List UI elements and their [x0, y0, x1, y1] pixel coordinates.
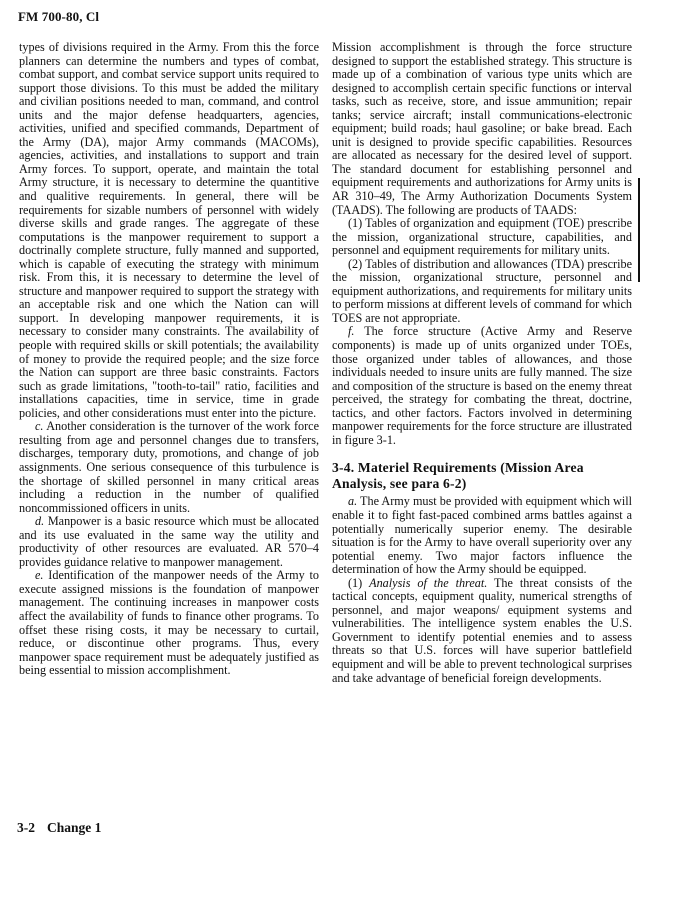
- paragraph-text: Another consideration is the turnover of the work force resulting from age and personnel changes due to transfers, discharges, temporary duty, promotions, and change of job assignments. One serious consequence of this turbulence is the shortage of skilled personnel in many critical areas including a reduction in the number of qualified noncommissioned officers in units.: [19, 419, 319, 515]
- paragraph-text: The force structure (Active Army and Reserve components) is made up of units organized under TOEs, those organized under tables of allowances, and those individuals needed to insure units are fully manned. The size and composition of the structure is based on the enemy threat perceived, the strategy for combating the threat, doctrine, tactics, and other factors. Factors involved in determining manpower requirements for the force structure are illustrated in figure 3-1.: [332, 324, 632, 447]
- paragraph-number: (1): [348, 575, 370, 590]
- paragraph-c: [19, 420, 319, 515]
- paragraph-label: a.: [348, 494, 358, 509]
- left-column: [19, 41, 319, 678]
- change-bar: [638, 178, 640, 282]
- paragraph-2: (2) Tables of distribution and allowances (TDA) prescribe the mission, organizational structure, personnel and equipment authorizations, and requirements for military units to perform missions at different levels of command for which TOES are not appropriate.: [332, 256, 632, 325]
- paragraph-1: (1) Tables of organization and equipment (TOE) prescribe the mission, organizational structure, capabilities, and personnel and equipment requirements for military units.: [332, 216, 632, 258]
- paragraph-label: e.: [35, 568, 44, 583]
- page-header: FM 700-80, Cl: [18, 9, 100, 24]
- paragraph-e: [19, 569, 319, 677]
- paragraph-analysis-threat: [332, 577, 632, 685]
- paragraph-a: [332, 495, 632, 576]
- paragraph-text: The threat consists of the tactical concepts, equipment quality, numerical strengths of personnel, and major weapons/ equipment systems and vulnerabilities. The intelligence system enables the U.S. Government to identify potential enemies and to assess threats so that U.S. forces will have superior battlefield equipment and will be able to prevent technological surprises and take advantage of beneficial foreign developments.: [332, 575, 632, 685]
- paragraph-text: The Army must be provided with equipment which will enable it to fight fast-paced combined arms battles against a potentially numerically superior enemy. The desirable situation is for the Army to have overall superiority over any potential enemy. Two major factors influence the determination of how the Army should be equipped.: [332, 494, 632, 577]
- right-column: [332, 41, 632, 685]
- paragraph-f: [332, 325, 632, 447]
- paragraph-continued: types of divisions required in the Army. From this the force planners can determine the numbers and types of combat, combat support, and combat service support units required to support those divisions. To this must be added the military and civilian positions needed to man, command, and control units and the major defense headquarters, agencies, activities, unified and specified commands, Department of the Army (DA), major Army commands (MACOMs), agencies, activities, and installations to support and train Army forces. To support, operate, and maintain the total Army structure, it is necessary to determine the quantitive and qualitive requirements. In general, there will be requirements for sizable numbers of personnel with widely diverse skills and grade ranges. The aggregate of these computations is the manpower requirement to support a doctrinally complete structure, fully manned and supported, which is capable of executing the strategy with minimum risk. From this, it is necessary to determine the level of structure and manpower required to support the strategy with an acceptable risk and one which the Nation can will support. In developing manpower requirements, it is necessary to consider many constraints. The availability of people with required skills or skill potentials; the availability of money to provide the required people; and the size force the Nation can support are three basic constraints. Factors such as grade limitations, "tooth-to-tail" ratio, facilities and installations capacities, time in service, time in grade policies, and other considerations must enter into the picture.: [19, 40, 319, 420]
- paragraph-label: c.: [35, 419, 44, 434]
- paragraph-continued: Mission accomplishment is through the force structure designed to support the established strategy. This structure is made up of a combination of various type units which are designed to accomplish certain specific functions or interval tasks, such as receive, store, and issue ammunition; repair tanks; service aircraft; install communications-electronic equipment; build roads; haul gasoline; or bake bread. Each unit is designed to provide specific capabilities. Resources are allocated as necessary for the desired level of support. The standard document for establishing personnel and equipment requirements and authorizations for Army units is AR 310–49, The Army Authorization Documents System (TAADS). The following are products of TAADS:: [332, 40, 632, 217]
- paragraph-text: Manpower is a basic resource which must be allocated and its use evaluated in the same way the utility and productivity of other resources are evaluated. AR 570–4 provides guidance relative to manpower management.: [19, 514, 319, 569]
- change-label: Change 1: [47, 820, 102, 835]
- page-number: 3-2: [17, 820, 35, 835]
- paragraph-d: [19, 515, 319, 569]
- paragraph-text: Identification of the manpower needs of the Army to execute assigned missions is the foundation of manpower management. The continuing increases in manpower costs affect the availability of funds to finance other programs. To offset these rising costs, it may be necessary to curtail, reduce, or discontinue other programs. Thus, every manpower space requirement must be adequately justified as being essential to mission accomplishment.: [19, 568, 319, 678]
- paragraph-label: Analysis of the threat.: [369, 575, 488, 590]
- paragraph-label: f.: [348, 324, 355, 339]
- paragraph-label: d.: [35, 514, 45, 529]
- section-heading: 3-4. Materiel Requirements (Mission Area Analysis, see para 6-2): [332, 460, 584, 492]
- page-footer: [17, 820, 101, 836]
